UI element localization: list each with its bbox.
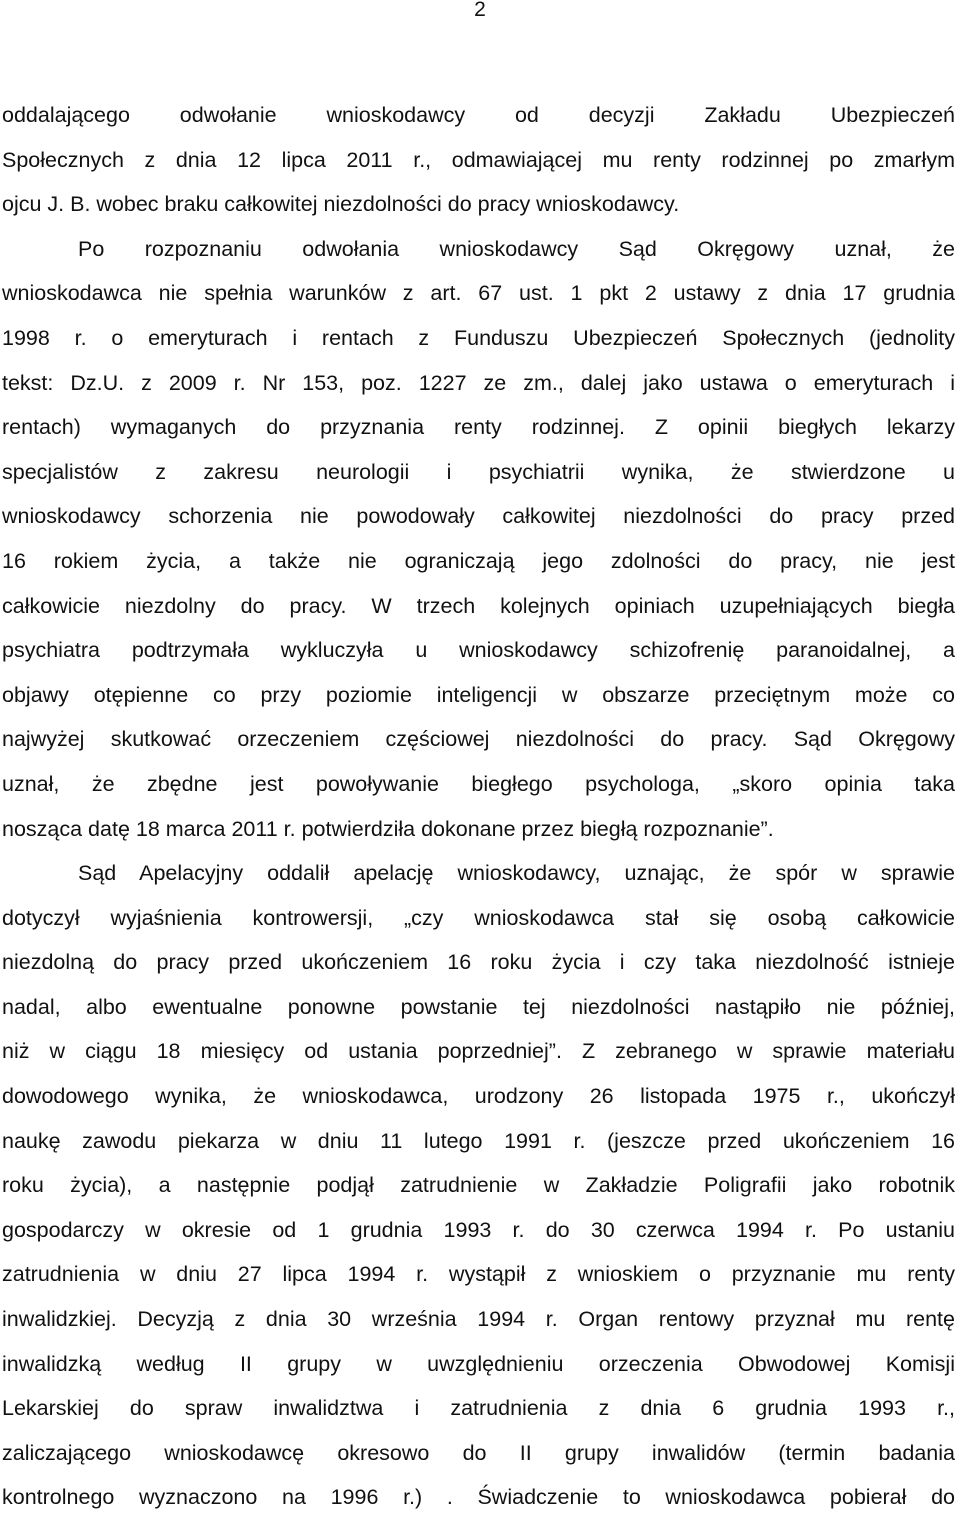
text-line: nosząca datę 18 marca 2011 r. potwierdziła dokonane przez biegłą rozpoznanie”.: [2, 816, 774, 841]
text-line: dowodowego wynika, że wnioskodawca, urodzony 26 listopada 1975 r., ukończył: [2, 1084, 955, 1109]
text-line: inwalidzkiej. Decyzją z dnia 30 września 1994 r. Organ rentowy przyznał mu rentę: [2, 1307, 955, 1332]
text-line: Społecznych z dnia 12 lipca 2011 r., odmawiającej mu renty rodzinnej po zmarłym: [2, 147, 955, 172]
text-line: wnioskodawcy schorzenia nie powodowały całkowitej niezdolności do pracy przed: [2, 504, 955, 529]
text-line: roku życia), a następnie podjął zatrudnienie w Zakładzie Poligrafii jako robotnik: [2, 1173, 955, 1198]
paragraph-2: [2, 227, 955, 851]
text-line: Sąd Apelacyjny oddalił apelację wnioskodawcy, uznając, że spór w sprawie: [78, 861, 955, 886]
text-line: objawy otępienne co przy poziomie inteligencji w obszarze przeciętnym może co: [2, 682, 955, 707]
text-line: tekst: Dz.U. z 2009 r. Nr 153, poz. 1227 ze zm., dalej jako ustawa o emeryturach i: [2, 370, 955, 395]
page-number: 2: [474, 0, 486, 21]
text-line: niż w ciągu 18 miesięcy od ustania poprzedniej”. Z zebranego w sprawie materiału: [2, 1039, 955, 1064]
text-line: uznał, że zbędne jest powoływanie biegłego psychologa, „skoro opinia taka: [2, 771, 955, 796]
text-line: kontrolnego wyznaczono na 1996 r.) . Świadczenie to wnioskodawca pobierał do: [2, 1485, 955, 1510]
text-line: zaliczającego wnioskodawcę okresowo do II grupy inwalidów (termin badania: [2, 1440, 955, 1465]
text-line: wnioskodawca nie spełnia warunków z art. 67 ust. 1 pkt 2 ustawy z dnia 17 grudnia: [2, 281, 955, 306]
text-line: zatrudnienia w dniu 27 lipca 1994 r. wystąpił z wnioskiem o przyznanie mu renty: [2, 1262, 955, 1287]
text-line: inwalidzką według II grupy w uwzględnieniu orzeczenia Obwodowej Komisji: [2, 1351, 955, 1376]
text-line: 1998 r. o emeryturach i rentach z Funduszu Ubezpieczeń Społecznych (jednolity: [2, 325, 955, 350]
text-line: specjalistów z zakresu neurologii i psychiatrii wynika, że stwierdzone u: [2, 459, 955, 484]
text-line: Po rozpoznaniu odwołania wnioskodawcy Sąd Okręgowy uznał, że: [78, 236, 955, 261]
text-line: całkowicie niezdolny do pracy. W trzech kolejnych opiniach uzupełniających biegła: [2, 593, 955, 618]
text-line: rentach) wymaganych do przyznania renty rodzinnej. Z opinii biegłych lekarzy: [2, 415, 955, 440]
text-line: 16 rokiem życia, a także nie ograniczają jego zdolności do pracy, nie jest: [2, 548, 955, 573]
text-line: niezdolną do pracy przed ukończeniem 16 roku życia i czy taka niezdolność istnieje: [2, 950, 955, 975]
paragraph-1: [2, 93, 955, 227]
text-line: psychiatra podtrzymała wykluczyła u wnioskodawcy schizofrenię paranoidalnej, a: [2, 638, 955, 663]
text-line: nadal, albo ewentualne ponowne powstanie tej niezdolności nastąpiło nie później,: [2, 994, 955, 1019]
text-line: naukę zawodu piekarza w dniu 11 lutego 1991 r. (jeszcze przed ukończeniem 16: [2, 1128, 955, 1153]
text-line: gospodarczy w okresie od 1 grudnia 1993 r. do 30 czerwca 1994 r. Po ustaniu: [2, 1217, 955, 1242]
text-line: oddalającego odwołanie wnioskodawcy od decyzji Zakładu Ubezpieczeń: [2, 103, 955, 127]
document-body: [2, 93, 955, 1520]
text-line: najwyżej skutkować orzeczeniem częściowej niezdolności do pracy. Sąd Okręgowy: [2, 727, 955, 752]
text-line: ojcu J. B. wobec braku całkowitej niezdolności do pracy wnioskodawcy.: [2, 192, 680, 217]
text-line: dotyczył wyjaśnienia kontrowersji, „czy wnioskodawca stał się osobą całkowicie: [2, 905, 955, 930]
paragraph-3: [2, 851, 955, 1520]
text-line: Lekarskiej do spraw inwalidztwa i zatrudnienia z dnia 6 grudnia 1993 r.,: [2, 1396, 955, 1421]
